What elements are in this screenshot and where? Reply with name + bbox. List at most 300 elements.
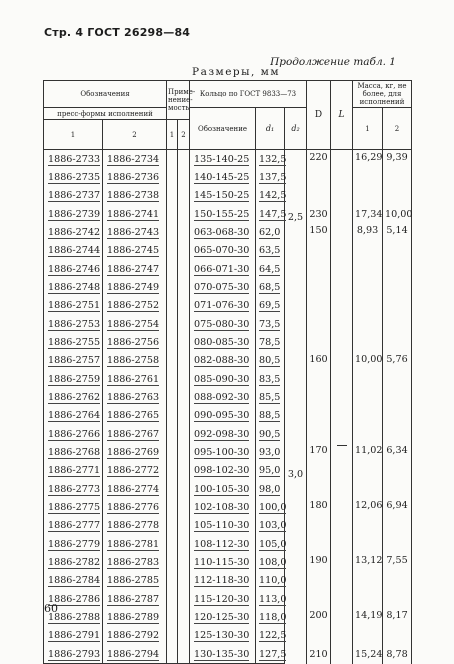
ring-d1 (256, 443, 285, 461)
press-form-1 (44, 260, 103, 278)
ring-designation (190, 462, 256, 480)
applicability-1 (167, 627, 178, 645)
ring-d1 (256, 223, 285, 241)
ring-d1-text: 100,0 (259, 501, 287, 513)
applicability-2 (178, 480, 190, 498)
applicability-2 (178, 333, 190, 351)
ring-designation-text: 098-102-30 (194, 465, 250, 477)
ring-designation-text: 066-071-30 (194, 263, 250, 275)
press-form-1-text: 1886-2786 (48, 593, 101, 605)
ring-designation (190, 260, 256, 278)
ring-d1 (256, 333, 285, 351)
ring-d1-text: 90,5 (259, 428, 281, 440)
press-form-1 (44, 480, 103, 498)
mass-1: 12,06 (353, 498, 383, 553)
applicability-2 (178, 260, 190, 278)
press-form-2-text: 1886-2774 (107, 483, 160, 495)
press-form-2-text: 1886-2763 (107, 391, 160, 403)
applicability-1 (167, 242, 178, 260)
press-form-1-text: 1886-2764 (48, 410, 101, 422)
applicability-2 (178, 498, 190, 516)
ring-designation (190, 205, 256, 223)
header-app-1: 1 (167, 120, 178, 150)
ring-designation-text: 082-088-30 (194, 355, 250, 367)
press-form-2 (103, 535, 167, 553)
ring-d1 (256, 388, 285, 406)
ring-designation (190, 278, 256, 296)
applicability-1 (167, 553, 178, 571)
ring-designation (190, 498, 256, 516)
mass-1: 11,02 (353, 443, 383, 498)
ring-d1 (256, 590, 285, 608)
mass-1: 17,34 (353, 205, 383, 223)
press-form-2 (103, 150, 167, 169)
press-form-2 (103, 333, 167, 351)
press-form-1-text: 1886-2757 (48, 355, 101, 367)
press-form-2 (103, 223, 167, 241)
table-row (44, 498, 412, 516)
press-form-1 (44, 315, 103, 333)
ring-d1 (256, 168, 285, 186)
ring-d1 (256, 645, 285, 664)
ring-d1-text: 69,5 (259, 300, 281, 312)
applicability-1 (167, 407, 178, 425)
press-form-2-text: 1886-2745 (107, 245, 160, 257)
mass-1: 10,00 (353, 352, 383, 444)
mass-2: 5,14 (383, 223, 412, 351)
press-form-1-text: 1886-2755 (48, 336, 101, 348)
press-form-1 (44, 553, 103, 571)
D-value: 220 (307, 150, 331, 205)
ring-designation (190, 223, 256, 241)
ring-designation-text: 095-100-30 (194, 446, 250, 458)
ring-designation (190, 590, 256, 608)
ring-d1-text: 93,0 (259, 446, 281, 458)
ring-d1 (256, 187, 285, 205)
press-form-2-text: 1886-2765 (107, 410, 160, 422)
table-body (44, 150, 412, 664)
applicability-1 (167, 260, 178, 278)
press-form-1 (44, 333, 103, 351)
press-form-1 (44, 462, 103, 480)
ring-d1 (256, 370, 285, 388)
ring-d1-text: 127,5 (259, 648, 287, 660)
ring-designation-text: 115-120-30 (194, 593, 250, 605)
press-form-1 (44, 242, 103, 260)
press-form-2 (103, 425, 167, 443)
press-form-2 (103, 260, 167, 278)
press-form-2-text: 1886-2767 (107, 428, 160, 440)
mass-2: 8,17 (383, 608, 412, 645)
header-ring: Кольцо по ГОСТ 9833—73 (190, 81, 307, 108)
press-form-2-text: 1886-2783 (107, 556, 160, 568)
press-form-1-text: 1886-2793 (48, 648, 101, 660)
ring-designation (190, 553, 256, 571)
ring-designation-text: 080-085-30 (194, 336, 250, 348)
D-value: 200 (307, 608, 331, 645)
applicability-1 (167, 168, 178, 186)
applicability-1 (167, 443, 178, 461)
ring-designation (190, 168, 256, 186)
press-form-2 (103, 168, 167, 186)
ring-d1 (256, 553, 285, 571)
applicability-2 (178, 370, 190, 388)
press-form-2 (103, 645, 167, 664)
press-form-2 (103, 462, 167, 480)
applicability-1 (167, 315, 178, 333)
press-form-2 (103, 480, 167, 498)
ring-d1 (256, 517, 285, 535)
ring-d1-text: 98,0 (259, 483, 281, 495)
applicability-1 (167, 278, 178, 296)
press-form-1-text: 1886-2771 (48, 465, 101, 477)
applicability-1 (167, 352, 178, 370)
applicability-1 (167, 425, 178, 443)
press-form-1-text: 1886-2735 (48, 171, 101, 183)
D-value: 150 (307, 223, 331, 351)
header-D: D (307, 81, 331, 150)
ring-d1-text: 78,5 (259, 336, 281, 348)
press-form-1 (44, 535, 103, 553)
applicability-2 (178, 187, 190, 205)
L-value (331, 645, 353, 664)
header-mass-v1: 1 (353, 108, 383, 150)
parts-table (43, 80, 412, 664)
applicability-1 (167, 187, 178, 205)
press-form-1 (44, 168, 103, 186)
ring-d1-text: 68,5 (259, 281, 281, 293)
ring-d1-text: 83,5 (259, 373, 281, 385)
header-app-2: 2 (178, 120, 190, 150)
press-form-1 (44, 645, 103, 664)
header-d1: d₁ (256, 108, 285, 150)
applicability-2 (178, 553, 190, 571)
ring-d1 (256, 480, 285, 498)
press-form-2-text: 1886-2758 (107, 355, 160, 367)
press-form-1-text: 1886-2751 (48, 300, 101, 312)
press-form-2 (103, 407, 167, 425)
D-value: 210 (307, 645, 331, 664)
press-form-1-text: 1886-2744 (48, 245, 101, 257)
applicability-2 (178, 297, 190, 315)
ring-designation-text: 102-108-30 (194, 501, 250, 513)
ring-designation-text: 071-076-30 (194, 300, 250, 312)
ring-designation (190, 627, 256, 645)
press-form-2-text: 1886-2794 (107, 648, 160, 660)
applicability-2 (178, 590, 190, 608)
press-form-1-text: 1886-2777 (48, 520, 101, 532)
ring-designation (190, 333, 256, 351)
table-row (44, 645, 412, 664)
table-continuation-label: Продолжение табл. 1 (270, 56, 396, 68)
press-form-2-text: 1886-2772 (107, 465, 160, 477)
press-form-2-text: 1886-2738 (107, 190, 160, 202)
ring-designation-text: 145-150-25 (194, 190, 250, 202)
press-form-2 (103, 388, 167, 406)
table-row (44, 352, 412, 370)
ring-designation-text: 125-130-30 (194, 630, 250, 642)
ring-designation (190, 443, 256, 461)
ring-d1 (256, 297, 285, 315)
ring-designation-text: 090-095-30 (194, 410, 250, 422)
press-form-2 (103, 572, 167, 590)
applicability-2 (178, 278, 190, 296)
ring-d1-text: 85,5 (259, 391, 281, 403)
press-form-1 (44, 388, 103, 406)
applicability-2 (178, 443, 190, 461)
ring-designation-text: 105-110-30 (194, 520, 250, 532)
ring-d1-text: 108,0 (259, 556, 287, 568)
mass-2: 5,76 (383, 352, 412, 444)
press-form-2 (103, 443, 167, 461)
sizes-caption: Размеры, мм (192, 66, 281, 78)
header-applicability: Приме- нение- мость (167, 81, 190, 120)
ring-d1-text: 88,5 (259, 410, 281, 422)
header-mass-v2: 2 (383, 108, 412, 150)
press-form-2 (103, 205, 167, 223)
ring-designation (190, 315, 256, 333)
ring-d1 (256, 278, 285, 296)
L-value (331, 608, 353, 645)
press-form-1 (44, 407, 103, 425)
ring-d1-text: 132,5 (259, 153, 287, 165)
applicability-2 (178, 462, 190, 480)
applicability-2 (178, 645, 190, 664)
ring-designation-text: 110-115-30 (194, 556, 250, 568)
mass-1: 8,93 (353, 223, 383, 351)
ring-designation (190, 535, 256, 553)
press-form-1-text: 1886-2768 (48, 446, 101, 458)
table-row (44, 223, 412, 241)
press-form-1-text: 1886-2742 (48, 226, 101, 238)
mass-1: 15,24 (353, 645, 383, 664)
ring-designation (190, 297, 256, 315)
press-form-1-text: 1886-2784 (48, 575, 101, 587)
press-form-2 (103, 498, 167, 516)
L-value (331, 498, 353, 553)
press-form-2-text: 1886-2769 (107, 446, 160, 458)
press-form-2-text: 1886-2756 (107, 336, 160, 348)
ring-d1-text: 118,0 (259, 611, 287, 623)
header-num-1: 1 (44, 120, 103, 150)
applicability-1 (167, 223, 178, 241)
ring-d1 (256, 150, 285, 169)
applicability-2 (178, 352, 190, 370)
applicability-2 (178, 388, 190, 406)
press-form-2 (103, 278, 167, 296)
applicability-1 (167, 517, 178, 535)
header-designation: Обозначения (44, 81, 167, 108)
L-value (331, 150, 353, 205)
press-form-2-text: 1886-2785 (107, 575, 160, 587)
press-form-2-text: 1886-2736 (107, 171, 160, 183)
applicability-2 (178, 572, 190, 590)
mass-2: 8,78 (383, 645, 412, 664)
press-form-1 (44, 572, 103, 590)
applicability-1 (167, 535, 178, 553)
press-form-2-text: 1886-2754 (107, 318, 160, 330)
press-form-1-text: 1886-2762 (48, 391, 101, 403)
page-number: 60 (44, 602, 58, 615)
press-form-2-text: 1886-2752 (107, 300, 160, 312)
ring-d1 (256, 425, 285, 443)
ring-designation (190, 425, 256, 443)
press-form-1-text: 1886-2759 (48, 373, 101, 385)
press-form-1 (44, 223, 103, 241)
press-form-2-text: 1886-2787 (107, 593, 160, 605)
ring-designation (190, 242, 256, 260)
ring-designation-text: 065-070-30 (194, 245, 250, 257)
applicability-2 (178, 517, 190, 535)
D-value: 170 (307, 443, 331, 498)
ring-d2: 2,5 (285, 150, 307, 224)
ring-d1-text: 62,0 (259, 226, 281, 238)
press-form-2-text: 1886-2747 (107, 263, 160, 275)
ring-d1 (256, 242, 285, 260)
ring-d1 (256, 462, 285, 480)
ring-designation-text: 075-080-30 (194, 318, 250, 330)
mass-2: 6,34 (383, 443, 412, 498)
ring-designation (190, 608, 256, 626)
press-form-1-text: 1886-2788 (48, 611, 101, 623)
press-form-1 (44, 205, 103, 223)
press-form-2 (103, 517, 167, 535)
mass-1: 16,29 (353, 150, 383, 205)
ring-d1-text: 142,5 (259, 190, 287, 202)
ring-designation (190, 388, 256, 406)
table-row (44, 553, 412, 571)
ring-designation-text: 120-125-30 (194, 611, 250, 623)
press-form-1 (44, 425, 103, 443)
press-form-2-text: 1886-2781 (107, 538, 160, 550)
applicability-2 (178, 407, 190, 425)
ring-designation (190, 187, 256, 205)
press-form-1 (44, 278, 103, 296)
ring-designation-text: 130-135-30 (194, 648, 250, 660)
L-value (331, 205, 353, 223)
ring-designation (190, 407, 256, 425)
press-form-2 (103, 553, 167, 571)
press-form-2 (103, 315, 167, 333)
header-ring-designation: Обозначение (190, 108, 256, 150)
ring-designation-text: 100-105-30 (194, 483, 250, 495)
press-form-1 (44, 352, 103, 370)
press-form-2-text: 1886-2761 (107, 373, 160, 385)
press-form-2 (103, 608, 167, 626)
press-form-2-text: 1886-2743 (107, 226, 160, 238)
applicability-1 (167, 572, 178, 590)
applicability-2 (178, 535, 190, 553)
applicability-2 (178, 205, 190, 223)
press-form-1-text: 1886-2748 (48, 281, 101, 293)
ring-designation (190, 480, 256, 498)
applicability-2 (178, 627, 190, 645)
table-row (44, 150, 412, 169)
D-value: 180 (307, 498, 331, 553)
applicability-2 (178, 425, 190, 443)
ring-designation-text: 088-092-30 (194, 391, 250, 403)
L-value (331, 352, 353, 444)
press-form-1 (44, 150, 103, 169)
press-form-2 (103, 352, 167, 370)
ring-designation (190, 150, 256, 169)
L-value (331, 553, 353, 608)
press-form-1-text: 1886-2779 (48, 538, 101, 550)
press-form-2-text: 1886-2741 (107, 208, 160, 220)
ring-d1 (256, 608, 285, 626)
ring-designation-text: 150-155-25 (194, 208, 250, 220)
ring-designation (190, 645, 256, 664)
applicability-2 (178, 315, 190, 333)
mass-2: 7,55 (383, 553, 412, 608)
ring-designation (190, 370, 256, 388)
press-form-1 (44, 297, 103, 315)
ring-d1-text: 113,0 (259, 593, 287, 605)
applicability-1 (167, 388, 178, 406)
mass-1: 14,19 (353, 608, 383, 645)
ring-designation-text: 070-075-30 (194, 281, 250, 293)
table-row (44, 205, 412, 223)
press-form-2 (103, 370, 167, 388)
ring-d1-text: 122,5 (259, 630, 287, 642)
ring-designation (190, 352, 256, 370)
press-form-1-text: 1886-2782 (48, 556, 101, 568)
ring-d1-text: 105,0 (259, 538, 287, 550)
applicability-2 (178, 223, 190, 241)
press-form-2-text: 1886-2776 (107, 501, 160, 513)
applicability-1 (167, 462, 178, 480)
applicability-1 (167, 297, 178, 315)
ring-d1-text: 73,5 (259, 318, 281, 330)
ring-designation-text: 108-112-30 (194, 538, 250, 550)
press-form-2-text: 1886-2778 (107, 520, 160, 532)
mass-1: 13,12 (353, 553, 383, 608)
applicability-1 (167, 370, 178, 388)
ring-designation (190, 572, 256, 590)
ring-designation-text: 063-068-30 (194, 226, 250, 238)
table-row (44, 608, 412, 626)
press-form-1-text: 1886-2775 (48, 501, 101, 513)
press-form-1 (44, 517, 103, 535)
applicability-2 (178, 150, 190, 169)
applicability-1 (167, 333, 178, 351)
press-form-2-text: 1886-2749 (107, 281, 160, 293)
press-form-1 (44, 627, 103, 645)
applicability-2 (178, 168, 190, 186)
ring-d1-text: 147,5 (259, 208, 287, 220)
header-d2: d₂ (285, 108, 307, 150)
applicability-1 (167, 480, 178, 498)
ring-d1-text: 64,5 (259, 263, 281, 275)
press-form-2 (103, 627, 167, 645)
ring-designation-text: 135-140-25 (194, 153, 250, 165)
applicability-1 (167, 498, 178, 516)
applicability-1 (167, 645, 178, 664)
header-num-2: 2 (103, 120, 167, 150)
header-mass: Масса, кг, не более, для исполнений (353, 81, 412, 108)
press-form-2 (103, 590, 167, 608)
D-value: 190 (307, 553, 331, 608)
L-value (331, 223, 353, 351)
mass-2: 9,39 (383, 150, 412, 205)
press-form-2 (103, 187, 167, 205)
applicability-1 (167, 205, 178, 223)
ring-d1-text: 110,0 (259, 575, 287, 587)
press-form-1 (44, 187, 103, 205)
D-value: 230 (307, 205, 331, 223)
ring-d1 (256, 498, 285, 516)
press-form-1-text: 1886-2746 (48, 263, 101, 275)
